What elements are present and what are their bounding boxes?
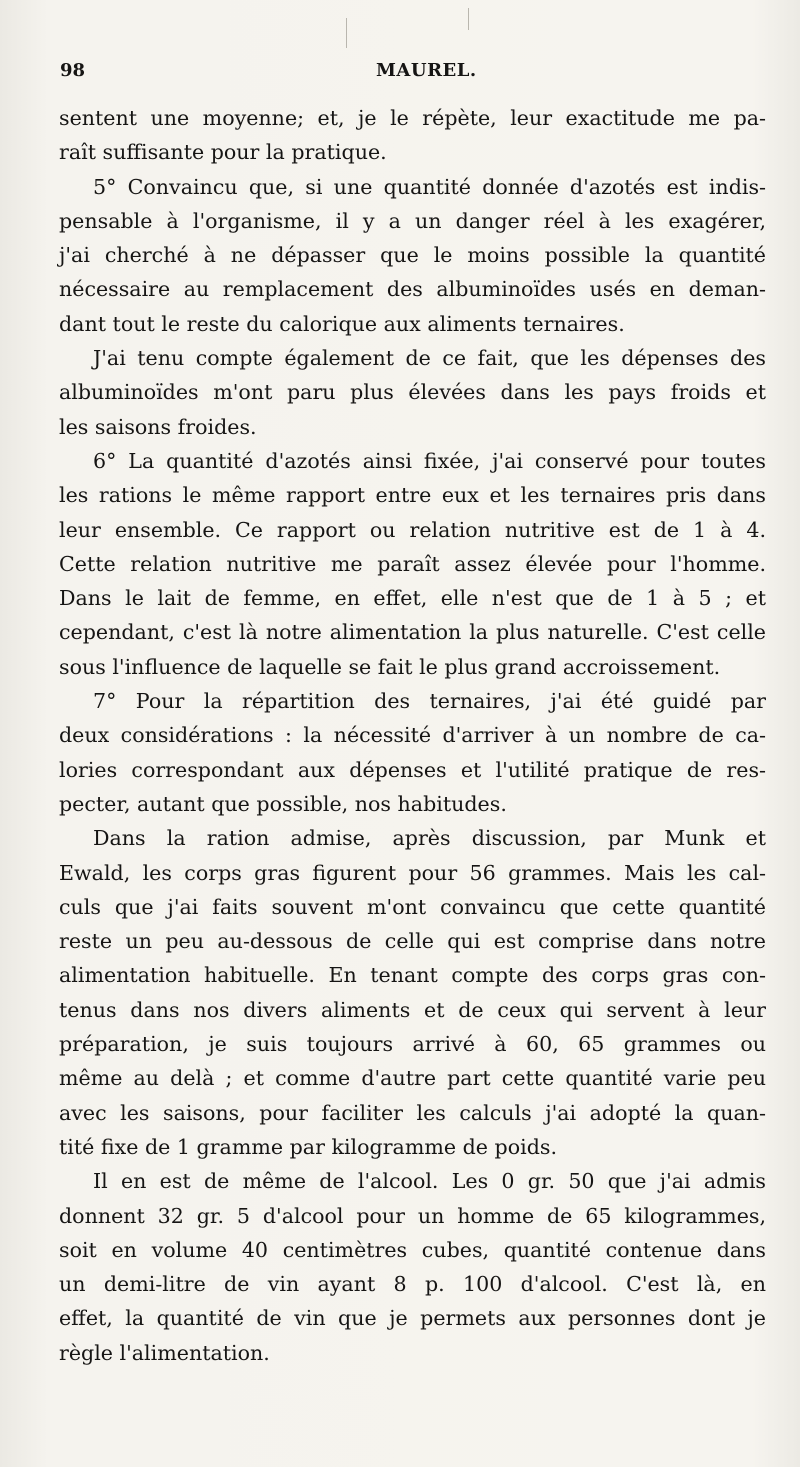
text-line: 5° Convaincu que, si une quantité donnée d'azotés est indis- <box>93 174 766 199</box>
text-line: tenus dans nos divers aliments et de ceux qui servent à leur <box>59 997 766 1022</box>
text-line: Il en est de même de l'alcool. Les 0 gr. 50 que j'ai admis <box>93 1169 766 1194</box>
text-line: dant tout le reste du calorique aux aliments ternaires. <box>59 311 625 336</box>
body-text <box>59 101 766 1370</box>
text-line: préparation, je suis toujours arrivé à 60, 65 grammes ou <box>59 1032 766 1057</box>
text-line: pecter, autant que possible, nos habitudes. <box>59 791 507 816</box>
text-line: donnent 32 gr. 5 d'alcool pour un homme de 65 kilogrammes, <box>59 1203 766 1228</box>
text-line: nécessaire au remplacement des albuminoïdes usés en deman- <box>59 277 766 302</box>
text-line: les rations le même rapport entre eux et les ternaires pris dans <box>59 483 766 508</box>
page-number: 98 <box>60 60 86 81</box>
text-line: 6° La quantité d'azotés ainsi fixée, j'ai conservé pour toutes <box>93 448 766 473</box>
text-line: albuminoïdes m'ont paru plus élevées dans les pays froids et <box>59 380 766 405</box>
text-line: les saisons froides. <box>59 414 257 439</box>
text-line: alimentation habituelle. En tenant compte des corps gras con- <box>59 963 766 988</box>
text-line: Ewald, les corps gras figurent pour 56 grammes. Mais les cal- <box>59 860 766 885</box>
text-line: Cette relation nutritive me paraît assez élevée pour l'homme. <box>59 551 766 576</box>
text-line: j'ai cherché à ne dépasser que le moins possible la quantité <box>59 243 766 268</box>
text-line: pensable à l'organisme, il y a un danger réel à les exagérer, <box>59 208 766 233</box>
text-line: Dans la ration admise, après discussion, par Munk et <box>93 826 766 851</box>
text-line: tité fixe de 1 gramme par kilogramme de poids. <box>59 1134 557 1159</box>
text-line: deux considérations : la nécessité d'arriver à un nombre de ca- <box>59 723 766 748</box>
text-line: même au delà ; et comme d'autre part cette quantité varie peu <box>59 1066 766 1091</box>
text-line: effet, la quantité de vin que je permets aux personnes dont je <box>59 1306 766 1331</box>
text-line: raît suffisante pour la pratique. <box>59 140 387 165</box>
text-line: sentent une moyenne; et, je le répète, leur exactitude me pa- <box>59 106 766 130</box>
text-line: leur ensemble. Ce rapport ou relation nutritive est de 1 à 4. <box>59 517 766 542</box>
running-title: MAUREL. <box>376 60 477 81</box>
text-line: sous l'influence de laquelle se fait le plus grand accroissement. <box>59 654 721 679</box>
text-line: 7° Pour la répartition des ternaires, j'ai été guidé par <box>93 689 766 714</box>
text-line: J'ai tenu compte également de ce fait, que les dépenses des <box>93 346 766 371</box>
text-line: un demi-litre de vin ayant 8 p. 100 d'alcool. C'est là, en <box>59 1272 766 1297</box>
text-line: reste un peu au-dessous de celle qui est comprise dans notre <box>59 929 766 954</box>
text-line: règle l'alimentation. <box>59 1340 270 1365</box>
text-line: cependant, c'est là notre alimentation la plus naturelle. C'est celle <box>59 620 766 645</box>
text-line: soit en volume 40 centimètres cubes, quantité contenue dans <box>59 1237 766 1262</box>
running-head <box>60 60 760 86</box>
text-line: lories correspondant aux dépenses et l'utilité pratique de res- <box>59 757 766 782</box>
text-line: culs que j'ai faits souvent m'ont convaincu que cette quantité <box>59 894 766 919</box>
page-scratch-mark <box>346 18 347 48</box>
text-line: Dans le lait de femme, en effet, elle n'est que de 1 à 5 ; et <box>59 586 766 611</box>
text-line: avec les saisons, pour faciliter les calculs j'ai adopté la quan- <box>59 1100 766 1125</box>
page-scratch-mark <box>468 8 469 30</box>
